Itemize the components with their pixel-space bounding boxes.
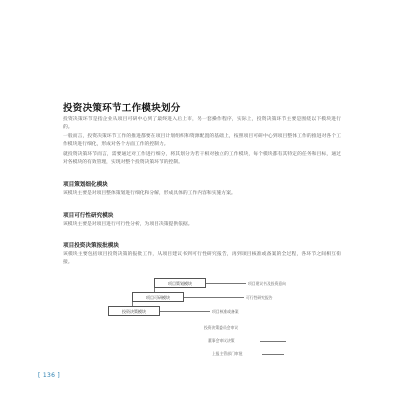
page-number-left-bracket: [ [38, 372, 43, 379]
page-number-right-bracket: ] [55, 372, 61, 379]
section-title: 投资决策环节工作模块划分 [63, 103, 181, 114]
diagram-connector [154, 288, 155, 292]
module-2-title: 项目可行性研究模块 [63, 213, 114, 219]
module-1-text: 该模块主要是对项目整体策划进行细化和分解，形成具体的工作内容和实施方案。 [63, 191, 236, 196]
diagram-leader-line [184, 297, 244, 298]
diagram-label: 上报主管部门审批 [212, 351, 243, 356]
diagram-label: 可行性研究报告 [246, 295, 273, 300]
intro-paragraph-2: 一般而言，投资决策环节工作的推进都要在项目计划组织和资源配置的基础上，按照项目可研中心到项目整体工作的推进对各个工作模块进行细化，形成对各个方面工作的控制力。 [63, 134, 341, 148]
diagram-leader-line [206, 283, 246, 284]
intro-paragraph-1: 投资决策环节是指企业从项目可研中心到了最终进入后上市，另一套操作程序，实际上，投资决策环节主要是围绕以下模块进行的。 [63, 117, 341, 131]
module-2-text: 该模块主要是对项目进行可行性分析，为项目决策提供依据。 [63, 222, 193, 227]
module-3-title: 项目投资决策报批模块 [63, 243, 119, 249]
module-1-title: 项目策划细化模块 [63, 182, 108, 188]
module-3-text: 该模块主要包括项目投资决策的报批工作，从项目建议书到可行性研究报告，再到项目核准或备案的全过程，各环节之间相互衔接。 [63, 252, 341, 266]
diagram-box: 投资决策模块 [108, 306, 160, 316]
diagram-leader-line [262, 354, 284, 355]
diagram-label: 董事会审议决策 [208, 338, 235, 343]
diagram-label: 项目核准或备案 [212, 309, 239, 314]
page-number-value: 136 [42, 372, 56, 379]
diagram-connector [132, 302, 133, 306]
diagram-box: 项目策划模块 [154, 278, 206, 288]
diagram-label: 投资决策委员会审议 [204, 325, 239, 330]
page-number [38, 372, 60, 379]
diagram-leader-line [160, 311, 210, 312]
diagram-leader-line [260, 341, 286, 342]
module-flow-diagram [92, 272, 342, 372]
intro-paragraph-3: 就投资决策环节而言，需要通过对工作进行细分，将其划分为若干相对独立的工作模块，每个模块都有其特定的任务和目标，通过对各模块的有效管理，实现对整个投资决策环节的控制。 [63, 152, 341, 166]
diagram-box: 项目可研模块 [132, 292, 184, 302]
diagram-label: 项目建议书及投资意向 [248, 281, 286, 286]
